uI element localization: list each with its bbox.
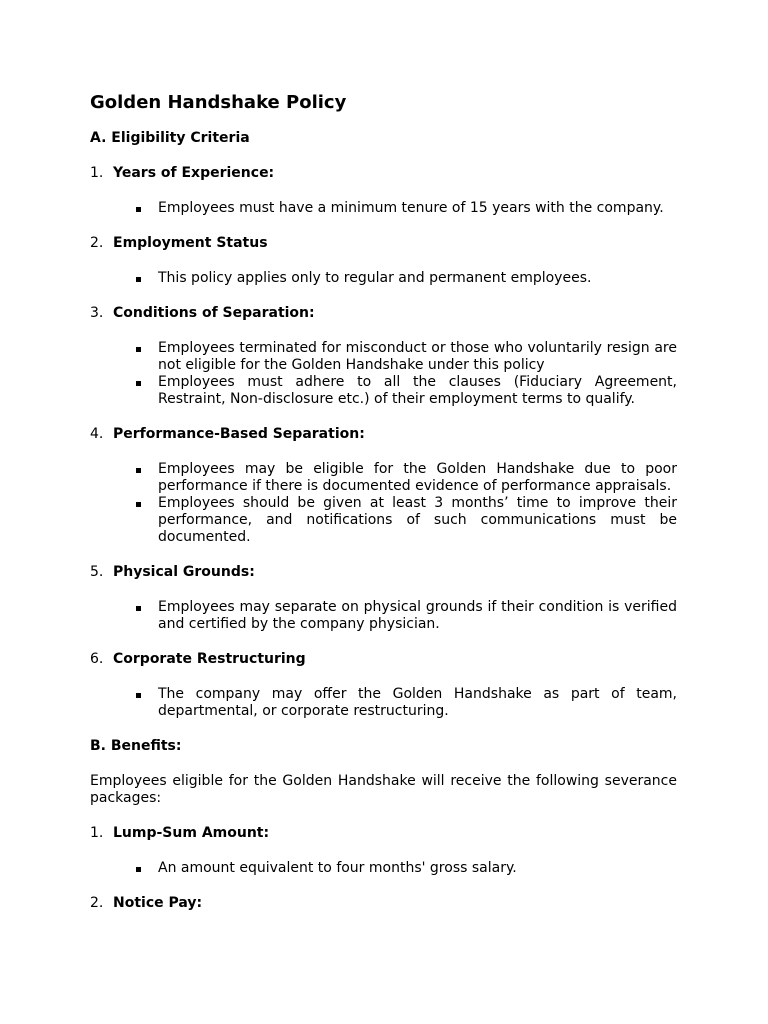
bullet-list [90, 461, 677, 546]
square-bullet-icon [136, 207, 141, 212]
item-number: 1. [90, 825, 104, 841]
bullet-list [90, 200, 677, 217]
list-item: Employees should be given at least 3 months’ time to improve their performance, and notifications of such communications must be documented. [158, 495, 677, 546]
criteria-item-3 [90, 305, 677, 322]
list-item: Employees must have a minimum tenure of 15 years with the company. [158, 200, 677, 217]
list-item: The company may offer the Golden Handshake as part of team, departmental, or corporate restructuring. [158, 686, 677, 720]
item-number: 5. [90, 564, 104, 580]
criteria-item-6 [90, 651, 677, 668]
benefit-item-1 [90, 825, 677, 842]
item-heading: Physical Grounds: [113, 564, 255, 580]
square-bullet-icon [136, 606, 141, 611]
square-bullet-icon [136, 693, 141, 698]
list-item: An amount equivalent to four months' gross salary. [158, 860, 677, 877]
benefits-intro: Employees eligible for the Golden Handshake will receive the following severance packages: [90, 773, 677, 806]
item-heading: Corporate Restructuring [113, 651, 306, 667]
criteria-item-4 [90, 426, 677, 443]
document-title: Golden Handshake Policy [90, 92, 347, 113]
bullet-list [90, 686, 677, 720]
square-bullet-icon [136, 381, 141, 386]
section-a-heading: A. Eligibility Criteria [90, 130, 250, 146]
item-number: 6. [90, 651, 104, 667]
list-item: This policy applies only to regular and permanent employees. [158, 270, 677, 287]
square-bullet-icon [136, 277, 141, 282]
item-number: 3. [90, 305, 104, 321]
square-bullet-icon [136, 502, 141, 507]
item-heading: Performance-Based Separation: [113, 426, 365, 442]
item-number: 2. [90, 235, 104, 251]
square-bullet-icon [136, 468, 141, 473]
item-heading: Years of Experience: [113, 165, 275, 181]
criteria-item-5 [90, 564, 677, 581]
criteria-item-1 [90, 165, 677, 182]
square-bullet-icon [136, 867, 141, 872]
list-item: Employees terminated for misconduct or those who voluntarily resign are not eligible for the Golden Handshake under this policy [158, 340, 677, 374]
square-bullet-icon [136, 347, 141, 352]
item-heading: Conditions of Separation: [113, 305, 315, 321]
item-heading: Notice Pay: [113, 895, 203, 911]
bullet-list [90, 340, 677, 408]
benefit-item-2 [90, 895, 677, 912]
bullet-list [90, 860, 677, 877]
item-number: 2. [90, 895, 104, 911]
item-number: 4. [90, 426, 104, 442]
list-item: Employees may separate on physical grounds if their condition is verified and certified by the company physician. [158, 599, 677, 633]
list-item: Employees must adhere to all the clauses (Fiduciary Agreement, Restraint, Non-disclosure etc.) of their employment terms to qualify. [158, 374, 677, 408]
item-heading: Lump-Sum Amount: [113, 825, 270, 841]
item-number: 1. [90, 165, 104, 181]
item-heading: Employment Status [113, 235, 268, 251]
policy-document [90, 92, 677, 930]
bullet-list [90, 270, 677, 287]
list-item: Employees may be eligible for the Golden Handshake due to poor performance if there is documented evidence of performance appraisals. [158, 461, 677, 495]
criteria-item-2 [90, 235, 677, 252]
section-b-heading: B. Benefits: [90, 738, 182, 754]
bullet-list [90, 599, 677, 633]
